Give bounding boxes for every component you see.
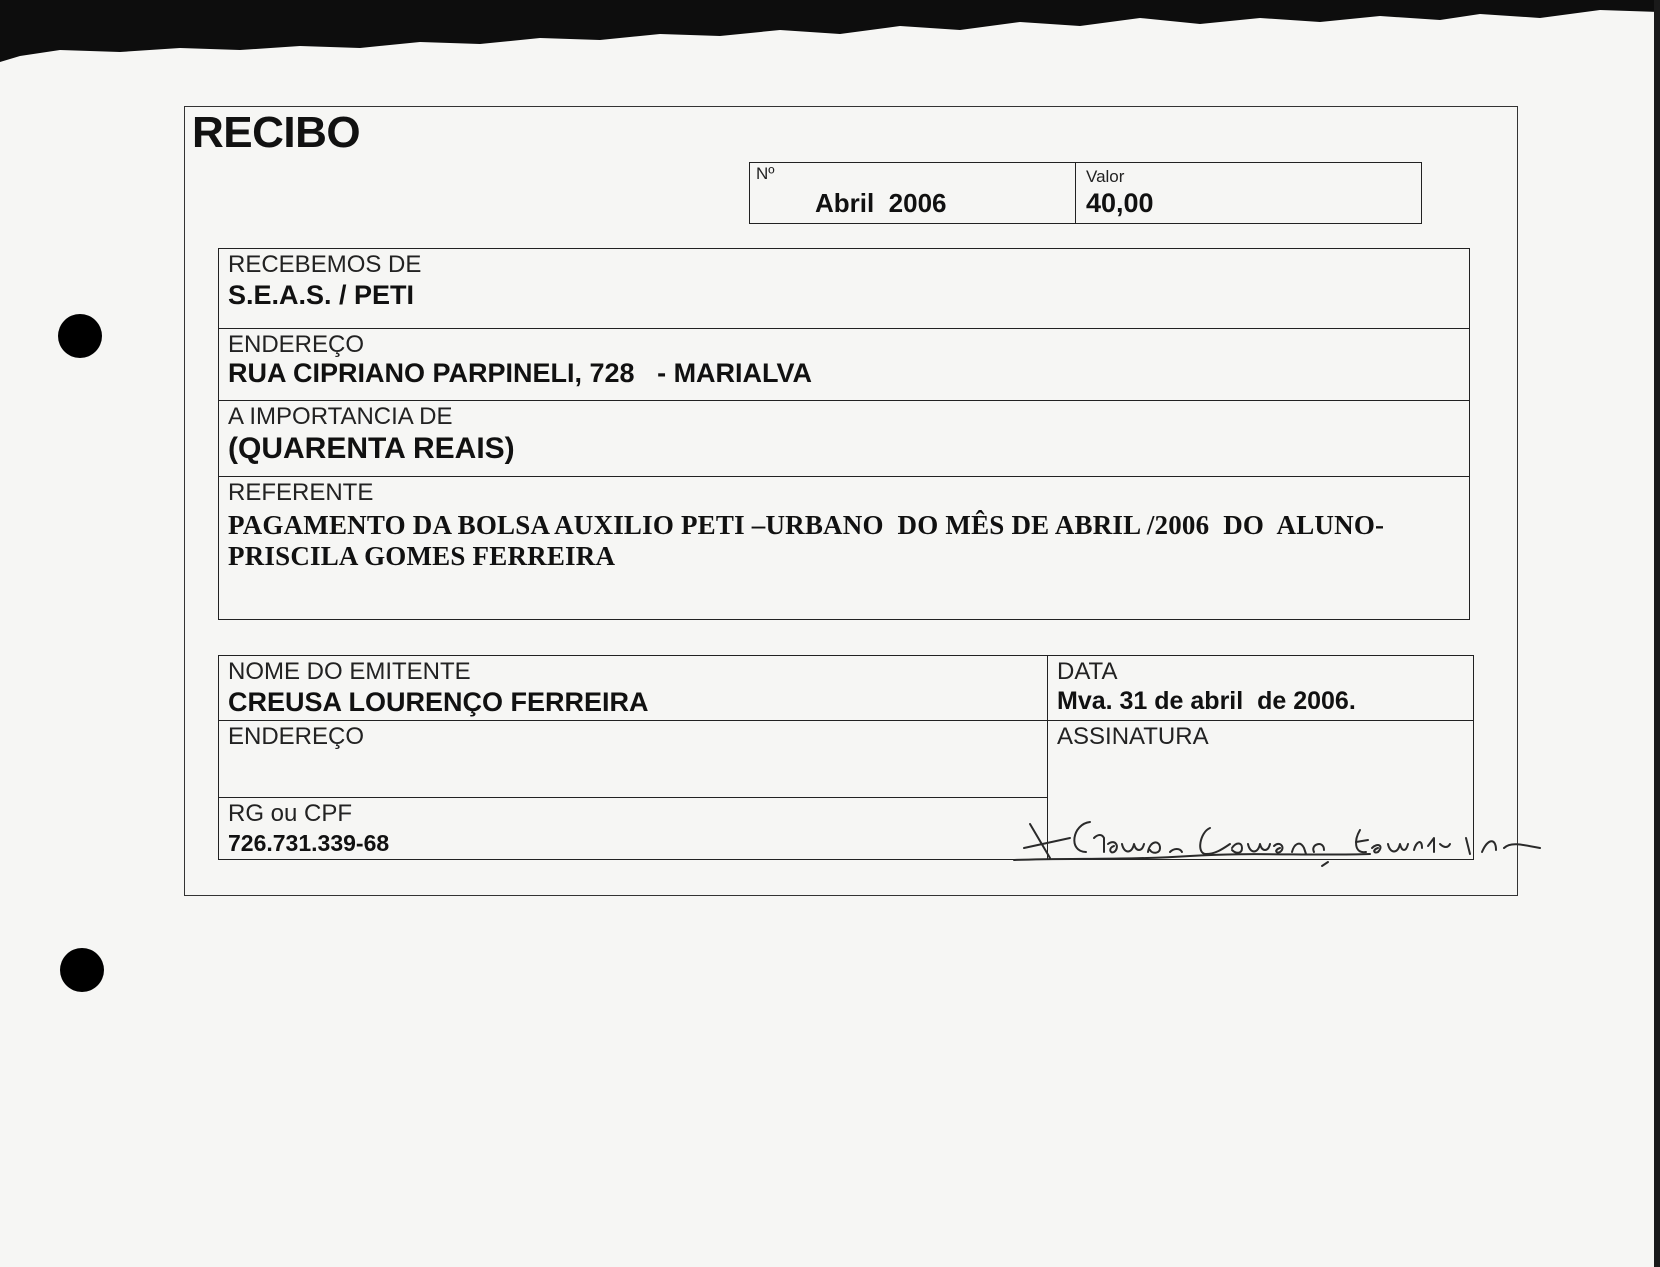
divider-2 bbox=[218, 400, 1470, 401]
id-value: 726.731.339-68 bbox=[228, 830, 390, 856]
number-amount-divider bbox=[1075, 162, 1076, 224]
reference-line-1: PAGAMENTO DA BOLSA AUXILIO PETI –URBANO DO MÊS DE ABRIL /2006 DO ALUNO- bbox=[228, 510, 1385, 540]
signature-label: ASSINATURA bbox=[1057, 723, 1209, 750]
scan-right-edge bbox=[1654, 0, 1660, 1267]
issuer-name-label: NOME DO EMITENTE bbox=[228, 658, 471, 685]
reference-line-2: PRISCILA GOMES FERREIRA bbox=[228, 541, 616, 571]
received-from-label: RECEBEMOS DE bbox=[228, 251, 422, 278]
receipt-title: RECIBO bbox=[192, 108, 361, 157]
scan-torn-edge bbox=[0, 0, 1660, 80]
amount-value: 40,00 bbox=[1086, 188, 1154, 218]
amount-words-label: A IMPORTANCIA DE bbox=[228, 403, 453, 430]
date-label: DATA bbox=[1057, 658, 1118, 685]
punch-hole-bottom bbox=[60, 948, 104, 992]
amount-words-value: (QUARENTA REAIS) bbox=[228, 432, 515, 465]
issuer-name-value: CREUSA LOURENÇO FERREIRA bbox=[228, 687, 649, 717]
reference-label: REFERENTE bbox=[228, 479, 374, 506]
number-value: Abril 2006 bbox=[815, 188, 947, 218]
issuer-address-label: ENDEREÇO bbox=[228, 723, 365, 750]
amount-label: Valor bbox=[1086, 167, 1125, 186]
date-value: Mva. 31 de abril de 2006. bbox=[1057, 687, 1356, 715]
issuer-divider-1 bbox=[218, 720, 1474, 721]
handwritten-signature bbox=[1010, 808, 1550, 878]
issuer-divider-2 bbox=[218, 797, 1047, 798]
address-value: RUA CIPRIANO PARPINELI, 728 - MARIALVA bbox=[228, 358, 813, 388]
id-label: RG ou CPF bbox=[228, 800, 353, 827]
number-label: Nº bbox=[756, 164, 775, 183]
address-label: ENDEREÇO bbox=[228, 331, 365, 358]
divider-3 bbox=[218, 476, 1470, 477]
received-from-value: S.E.A.S. / PETI bbox=[228, 280, 415, 310]
punch-hole-top bbox=[58, 314, 102, 358]
divider-1 bbox=[218, 328, 1470, 329]
